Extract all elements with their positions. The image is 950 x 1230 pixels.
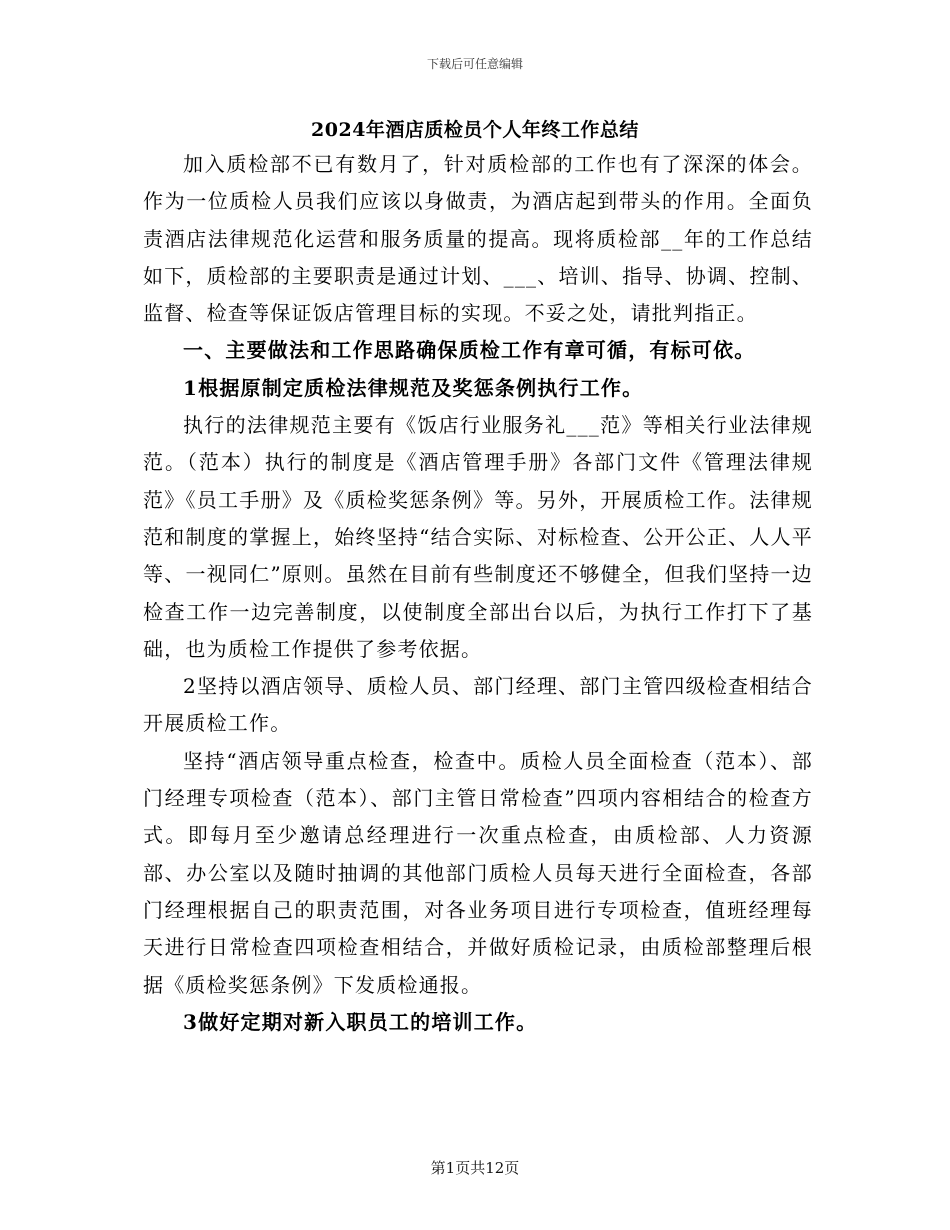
paragraph-intro: 加入质检部不已有数月了，针对质检部的工作也有了深深的体会。作为一位质检人员我们应该以身做责，为酒店起到带头的作用。全面负责酒店法律规范化运营和服务质量的提高。现将质检部__年的工作总结如下，质检部的主要职责是通过计划、___、培训、指导、协调、控制、监督、检查等保证饭店管理目标的实现。不妥之处，请批判指正。 [143,152,813,326]
subsection-heading-1: 1根据原制定质检法律规范及奖惩条例执行工作。 [183,375,644,400]
page-number: 第1页共12页 [430,1159,520,1177]
paragraph-regulations: 执行的法律规范主要有《饭店行业服务礼___范》等相关行业法律规范。（范本）执行的制度是《酒店管理手册》各部门文件《管理法律规范》《员工手册》及《质检奖惩条例》等。另外，开展质检工作。法律规范和制度的掌握上，始终坚持“结合实际、对标检查、公开公正、人人平等、一视同仁”原则。虽然在目前有些制度还不够健全，但我们坚持一边检查工作一边完善制度，以使制度全部出台以后，为执行工作打下了基础，也为质检工作提供了参考依据。 [143,413,813,661]
paragraph-check-method: 坚持“酒店领导重点检查，检查中。质检人员全面检查（范本）、部门经理专项检查（范本）、部门主管日常检查”四项内容相结合的检查方式。即每月至少邀请总经理进行一次重点检查，由质检部、人力资源部、办公室以及随时抽调的其他部门质检人员每天进行全面检查，各部门经理根据自己的职责范围，对各业务项目进行专项检查，值班经理每天进行日常检查四项检查相结合，并做好质检记录，由质检部整理后根据《质检奖惩条例》下发质检通报。 [143,748,813,997]
document-title: 2024年酒店质检员个人年终工作总结 [311,119,639,141]
document-body [143,146,813,1041]
subsection-heading-3: 3做好定期对新入职员工的培训工作。 [183,1009,538,1034]
section-heading-1: 一、主要做法和工作思路确保质检工作有章可循，有标可依。 [183,338,756,363]
paragraph-four-level-check: 2坚持以酒店领导、质检人员、部门经理、部门主管四级检查相结合开展质检工作。 [143,674,813,736]
header-note: 下载后可任意编辑 [426,57,523,71]
